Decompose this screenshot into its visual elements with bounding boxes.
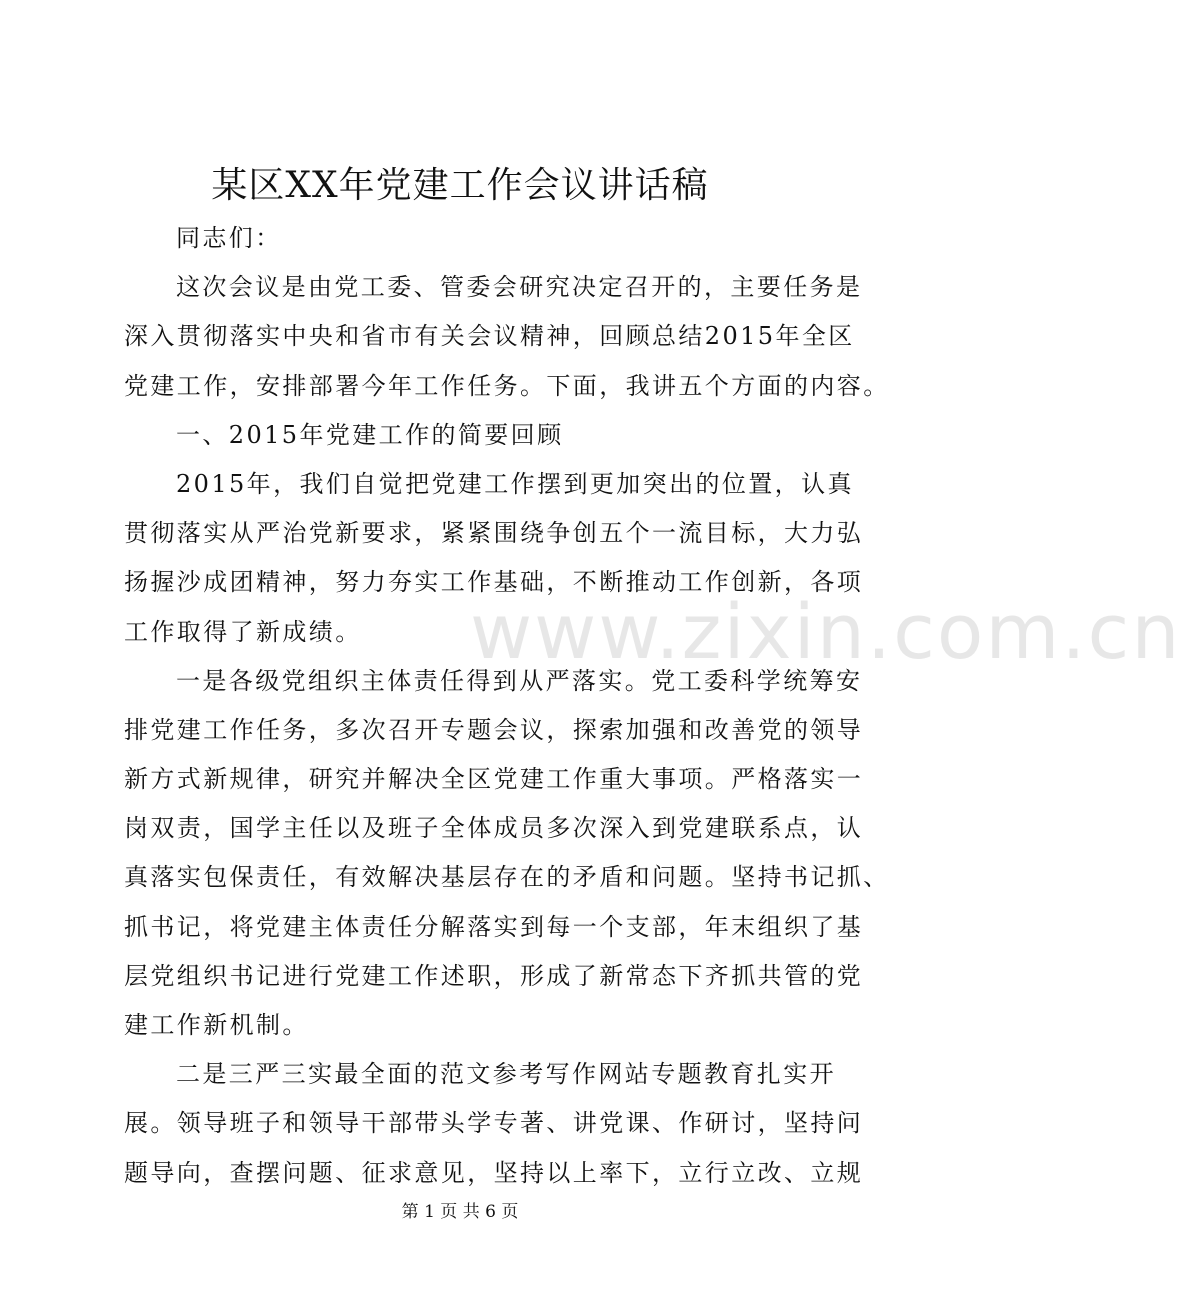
paragraph-line: 真落实包保责任，有效解决基层存在的矛盾和问题。坚持书记抓、 [124, 863, 890, 892]
paragraph-line: 岗双责，国学主任以及班子全体成员多次深入到党建联系点，认 [124, 814, 864, 843]
paragraph-line: 工作取得了新成绩。 [124, 617, 362, 646]
paragraph-line: 2015年，我们自觉把党建工作摆到更加突出的位置，认真 [176, 469, 854, 498]
paragraph-line: 题导向，查摆问题、征求意见，坚持以上率下，立行立改、立规 [124, 1158, 864, 1187]
salutation: 同志们： [176, 224, 282, 252]
paragraph-line: 排党建工作任务，多次召开专题会议，探索加强和改善党的领导 [124, 715, 864, 744]
paragraph-line: 抓书记，将党建主体责任分解落实到每一个支部，年末组织了基 [124, 912, 864, 941]
document-title: 某区XX年党建工作会议讲话稿 [211, 165, 709, 206]
paragraph-line: 党建工作，安排部署今年工作任务。下面，我讲五个方面的内容。 [124, 371, 890, 400]
section-heading: 一、2015年党建工作的简要回顾 [176, 420, 564, 449]
page-footer: 第 1 页 共 6 页 [401, 1202, 519, 1222]
paragraph-line: 建工作新机制。 [124, 1011, 309, 1039]
paragraph-line: 一是各级党组织主体责任得到从严落实。党工委科学统筹安 [176, 666, 863, 695]
paragraph-line: 扬握沙成团精神，努力夯实工作基础，不断推动工作创新，各项 [124, 568, 864, 597]
paragraph-line: 二是三严三实最全面的范文参考写作网站专题教育扎实开 [176, 1060, 836, 1089]
paragraph-line: 贯彻落实从严治党新要求，紧紧围绕争创五个一流目标，大力弘 [124, 519, 864, 548]
paragraph-line: 层党组织书记进行党建工作述职，形成了新常态下齐抓共管的党 [124, 961, 864, 990]
paragraph-line: 这次会议是由党工委、管委会研究决定召开的，主要任务是 [176, 273, 863, 302]
paragraph-line: 新方式新规律，研究并解决全区党建工作重大事项。严格落实一 [124, 765, 864, 794]
paragraph-line: 深入贯彻落实中央和省市有关会议精神，回顾总结2015年全区 [124, 322, 855, 351]
paragraph-line: 展。领导班子和领导干部带头学专著、讲党课、作研讨，坚持问 [124, 1109, 864, 1138]
watermark: www.zixin.com.cn [470, 587, 1182, 676]
